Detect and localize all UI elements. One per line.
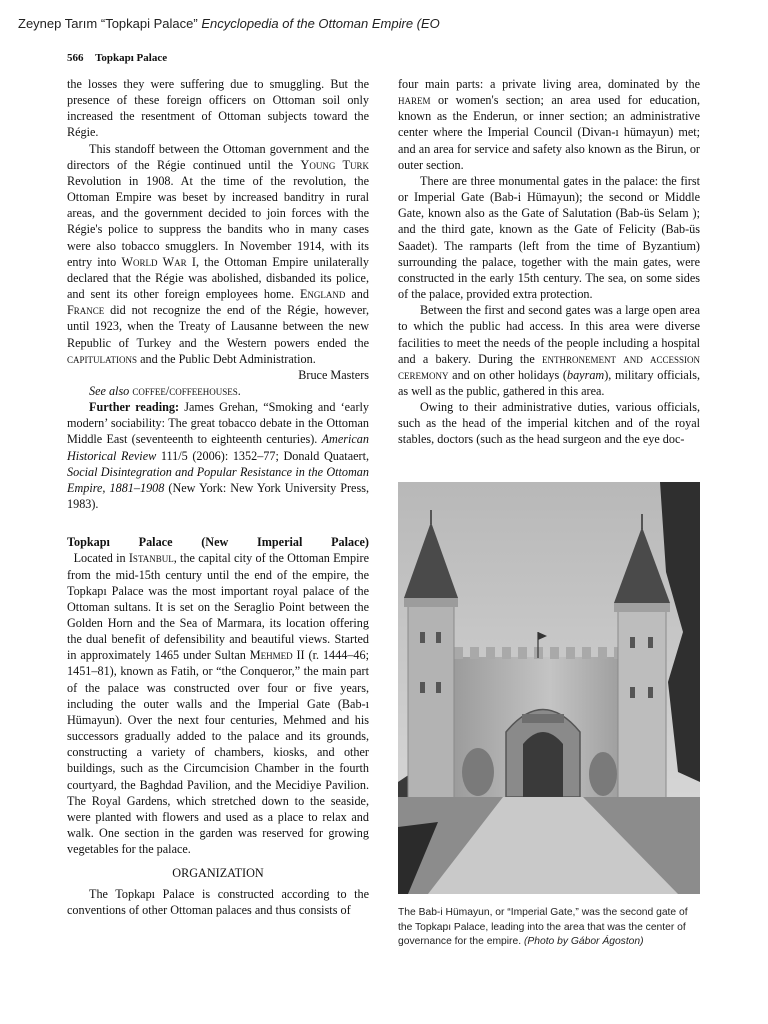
cross-reference-link[interactable]: Mehmed II xyxy=(249,648,305,663)
text-run: Between the first and second gates was a large open area to which the public had access. In this area were diverse facilities to meet the needs of the people including a hospital and a bakery. During the xyxy=(398,303,700,366)
text-run: James Grehan, “Smoking and ‘early modern’ sociability: The great tobacco debate in the Ottoman Middle East (seventeenth to eighteenth centuries). xyxy=(67,400,370,447)
text-run: Revolution in 1908. At the time of the revolution, the Ottoman Empire was beset by increased banditry in rural areas, and the government decided to join forces with the Régie's police to suppress the bandits who in many cases were also tobacco smugglers. In November 1914, with its entry into xyxy=(67,173,369,269)
text-run: (r. 1444–46; 1451–81), known as Fatih, or “the Conqueror,” the main part of the palace was constructed over four or five years, including the outer walls and the Imperial Gate (Bab-ı Hümayun). Over the next four centuries, Mehmed and his successors gradually added to the palace and its grounds, constructing a variety of chambers, kiosks, and other buildings, such as the Circumcision Chamber in the fourth courtyard, the Baghdad Pavilion, and the Mecidiye Pavilion. The Royal Gardens, which stretched down to the seaside, were planted with flowers and used as a place to relax and walk. One section in the garden was reserved for growing vegetables for the palace. xyxy=(67,648,369,857)
photo-credit: (Photo by Gábor Ágoston) xyxy=(523,936,644,948)
text-run: Located in xyxy=(67,551,129,566)
paragraph xyxy=(398,302,700,399)
page-number: 566 xyxy=(67,52,84,64)
text-run: did not recognize the end of the Régie, however, until 1923, when the Treaty of Lausanne between the new Republic of Turkey and the Western powers ended the xyxy=(67,303,369,350)
running-head xyxy=(67,52,167,64)
right-column xyxy=(398,76,700,448)
entry-title: Topkapı Palace (New Imperial Palace) xyxy=(67,535,369,550)
cross-reference-link[interactable]: Young Turk xyxy=(300,157,370,172)
section-heading: ORGANIZATION xyxy=(172,866,264,881)
left-column xyxy=(67,76,369,918)
text-run: or women's section; an area used for education, known as the Enderun, or inner section; an administrative center where the Imperial Council (Divan-ı hümayun) met; and an area for service and safety also known as the Birun, or outer section. xyxy=(398,93,700,172)
running-head-title: Topkapı Palace xyxy=(95,52,168,64)
text-run: . xyxy=(237,383,241,398)
italic-term: bayram xyxy=(566,367,605,382)
imperial-gate-photo xyxy=(398,482,700,894)
cross-reference-link[interactable]: England xyxy=(299,287,346,302)
paragraph xyxy=(398,76,700,173)
header-quoted-title: “Topkapi Palace” xyxy=(100,16,198,31)
cross-reference-link[interactable]: coffee/coffeehouses xyxy=(132,383,238,398)
see-also xyxy=(67,383,369,399)
further-reading-label: Further reading: xyxy=(89,400,180,415)
entry-paragraph xyxy=(67,534,369,857)
text-run: (New York: New York University Press, 1983). xyxy=(67,480,369,512)
paragraph: Owing to their administrative duties, various officials, such as the head of the imperial kitchen and of the royal stables, doctors (such as the head surgeon and the eye doc- xyxy=(398,400,700,447)
text-run: four main parts: a private living area, dominated by the xyxy=(398,77,700,91)
text-run: and on other holidays ( xyxy=(448,367,567,382)
text-run: , the Ottoman Empire unilaterally declared that the Régie was abolished, disbanded its police, and sent its other foreign employees home. xyxy=(67,254,369,302)
book-title: Social Disintegration and Popular Resistance in the Ottoman Empire, 1881–1908 xyxy=(67,464,369,495)
text-run: ), military officials, as well as the public, gathered in this area. xyxy=(398,367,700,398)
text-run: 111/5 (2006): 1352–77; Donald Quataert, xyxy=(156,448,370,463)
paragraph xyxy=(67,141,369,367)
text-run: and xyxy=(345,287,369,302)
further-reading xyxy=(67,399,369,512)
cross-reference-link[interactable]: France xyxy=(67,303,105,318)
text-run: and the Public Debt Administration. xyxy=(137,351,316,366)
paragraph: There are three monumental gates in the palace: the first or Imperial Gate (Bab-i Hümayun); the second or Middle Gate, known also as the Gate of Salutation (Bab-üs Selam ); and the third gate, known as the Gate of Felicity (Bab-üs Saadet). The ramparts (left from the time of Byzantium) surrounding the palace, together with the main gates, were constructed in the early 15th century. The sea, on some sides of the palace, provided extra protection. xyxy=(398,173,700,302)
cross-reference-link[interactable]: harem xyxy=(398,93,431,108)
paragraph: The Topkapı Palace is constructed according to the conventions of other Ottoman palaces and thus consists of xyxy=(67,886,369,917)
header-author: Zeynep Tarım xyxy=(18,16,98,31)
paragraph: the losses they were suffering due to smuggling. But the presence of these foreign officers on Ottoman soil only increased the resentment of Ottoman subjects toward the Régie. xyxy=(67,77,369,140)
journal-title: American Historical Review xyxy=(67,432,369,463)
cross-reference-link[interactable]: capitulations xyxy=(67,351,138,366)
see-also-label: See also xyxy=(89,383,130,398)
photo-caption xyxy=(398,906,700,950)
document-header xyxy=(18,16,758,31)
author-signature: Bruce Masters xyxy=(298,367,369,382)
cross-reference-link[interactable]: Istanbul xyxy=(128,551,174,566)
header-work: Encyclopedia of the Ottoman Empire (EO xyxy=(201,16,440,31)
cross-reference-link[interactable]: enthronement and accession ceremony xyxy=(398,351,701,382)
cross-reference-link[interactable]: World War I xyxy=(121,254,196,269)
text-run: , the capital city of the Ottoman Empire from the mid-15th century until the end of the empire, the Topkapı Palace was the most important royal palace of the Ottoman sultans. It is set on the Seraglio Point between the Golden Horn and the Sea of Marmara, its location offering the dual benefit of defensibility and beautiful views. Started in approximately 1465 under Sultan xyxy=(67,551,369,663)
text-run: This standoff between the Ottoman government and the directors of the Régie continued until the xyxy=(67,141,369,172)
caption-text: The Bab-i Hümayun, or “Imperial Gate,” was the second gate of the Topkapı Palace, leading into the area that was the center of governance for the empire. xyxy=(398,907,688,948)
